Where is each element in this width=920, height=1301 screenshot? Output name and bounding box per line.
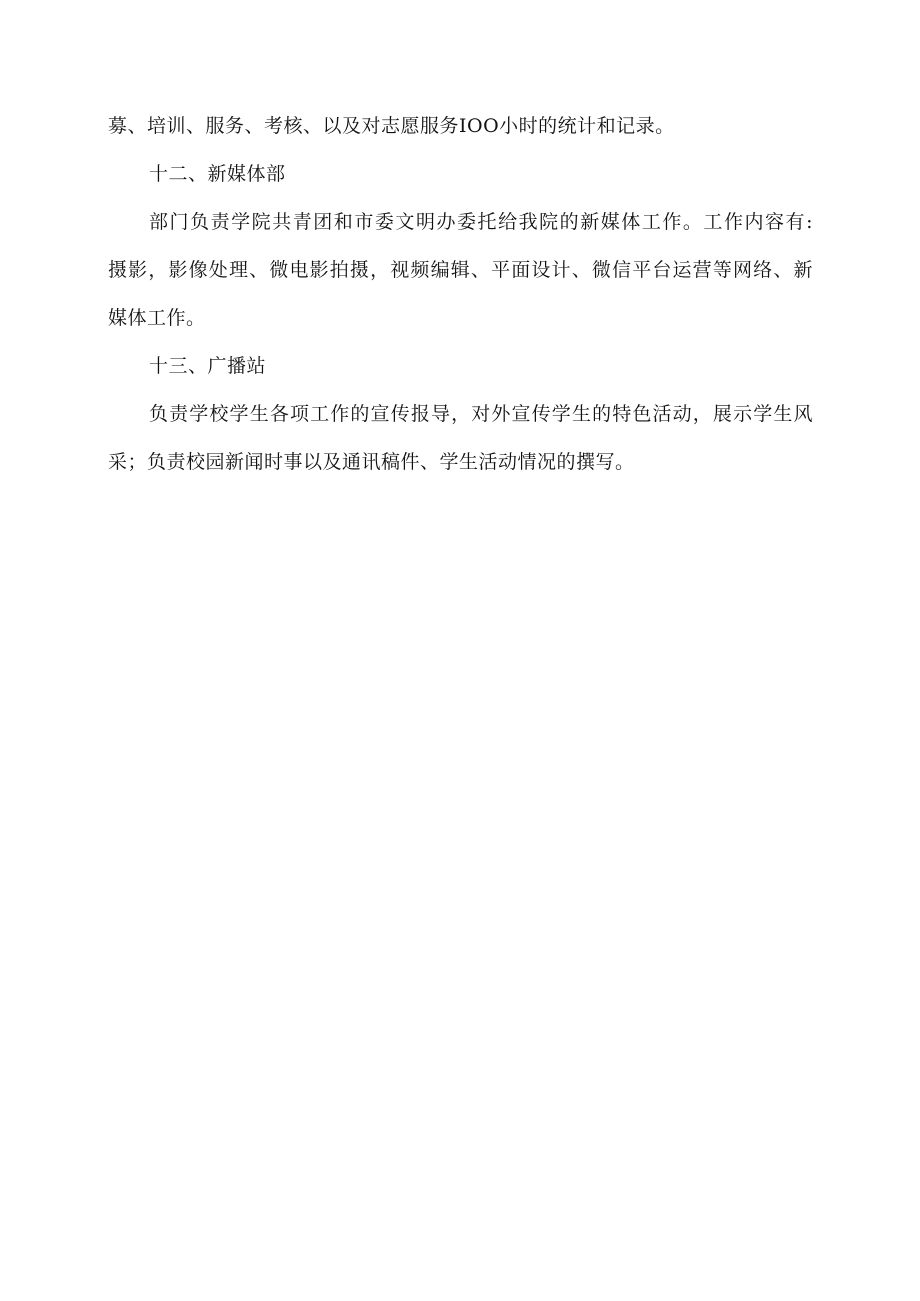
- section-heading-new-media: 十二、新媒体部: [149, 163, 286, 185]
- paragraph-line: 负责学校学生各项工作的宣传报导，对外宣传学生的特色活动，展示学生风: [149, 403, 813, 425]
- paragraph-line: 媒体工作。: [108, 307, 206, 329]
- paragraph-line: 摄影，影像处理、微电影拍摄，视频编辑、平面设计、微信平台运营等网络、新: [108, 259, 813, 281]
- document-body: [108, 102, 813, 486]
- paragraph-line: 采；负责校园新闻时事以及通讯稿件、学生活动情况的撰写。: [108, 451, 635, 473]
- paragraph-line: 募、培训、服务、考核、以及对志愿服务IOO小时的统计和记录。: [108, 115, 675, 137]
- paragraph-line: 部门负责学院共青团和市委文明办委托给我院的新媒体工作。工作内容有:: [149, 211, 813, 233]
- section-heading-broadcast: 十三、广播站: [149, 355, 267, 377]
